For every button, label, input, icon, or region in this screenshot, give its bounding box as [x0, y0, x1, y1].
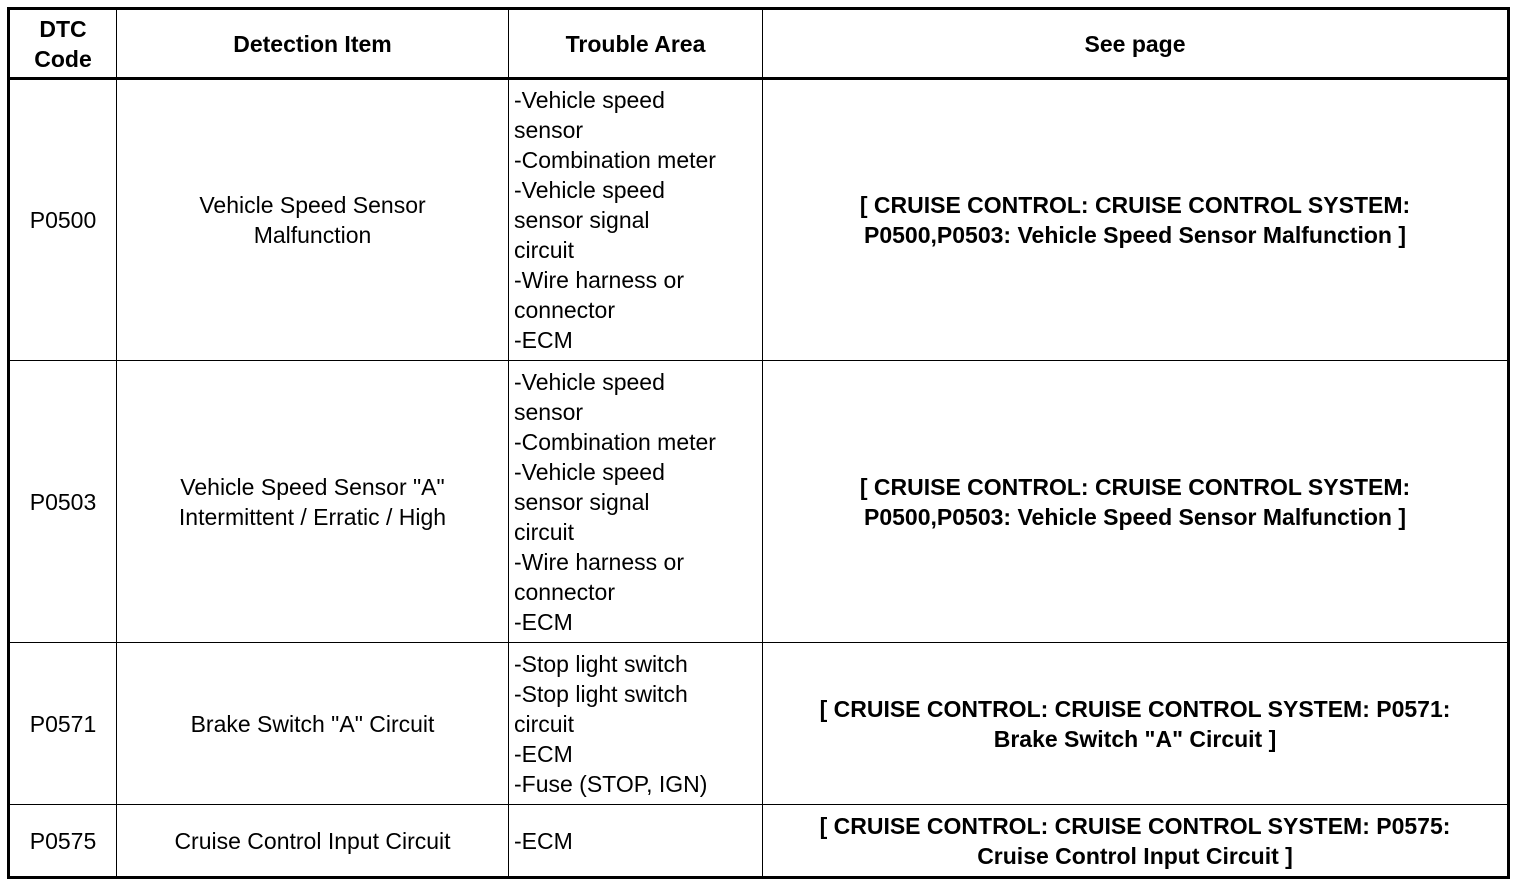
detection-item-cell — [117, 79, 509, 361]
trouble-area-cell — [509, 805, 763, 878]
see-page-link-line[interactable]: [ CRUISE CONTROL: CRUISE CONTROL SYSTEM: P0571: — [819, 695, 1451, 722]
detection-item-cell — [117, 361, 509, 643]
table-row — [9, 361, 1509, 643]
table-header — [9, 9, 1509, 79]
trouble-area-line: -Vehicle speed — [514, 458, 665, 485]
detection-item-line: Vehicle Speed Sensor "A" — [180, 473, 445, 500]
trouble-area-line: -ECM — [514, 740, 573, 767]
trouble-area-line: -ECM — [514, 608, 573, 635]
trouble-area-line: sensor — [514, 398, 584, 425]
trouble-area-line: connector — [514, 578, 616, 605]
trouble-area-line: -Combination meter — [514, 147, 716, 173]
trouble-area-cell — [509, 79, 763, 361]
trouble-area-line: circuit — [514, 518, 575, 545]
trouble-area-cell — [509, 361, 763, 643]
detection-item-line: Malfunction — [253, 222, 372, 248]
detection-item-line: Brake Switch "A" Circuit — [190, 710, 435, 737]
see-page-cell — [763, 79, 1509, 361]
trouble-area-line: sensor — [514, 117, 584, 143]
header-detection-item: Detection Item — [117, 9, 509, 79]
table-body — [9, 79, 1509, 878]
see-page-link-line[interactable]: Cruise Control Input Circuit ] — [977, 842, 1293, 869]
trouble-area-line: -Vehicle speed — [514, 177, 665, 203]
trouble-area-line: -Wire harness or — [514, 267, 684, 293]
table-row — [9, 805, 1509, 878]
header-dtc-code — [9, 9, 117, 79]
table-row — [9, 643, 1509, 805]
detection-item-cell — [117, 805, 509, 878]
see-page-cell — [763, 643, 1509, 805]
see-page-link-line[interactable]: [ CRUISE CONTROL: CRUISE CONTROL SYSTEM: — [859, 473, 1411, 500]
trouble-area-cell — [509, 643, 763, 805]
detection-item-cell — [117, 643, 509, 805]
dtc-table — [7, 7, 1510, 879]
see-page-link-line[interactable]: [ CRUISE CONTROL: CRUISE CONTROL SYSTEM: — [859, 192, 1411, 218]
see-page-cell — [763, 361, 1509, 643]
trouble-area-line: -Stop light switch — [514, 650, 688, 677]
trouble-area-line: -Vehicle speed — [514, 87, 665, 113]
see-page-link-line[interactable]: [ CRUISE CONTROL: CRUISE CONTROL SYSTEM: P0575: — [819, 812, 1451, 839]
dtc-code-cell: P0575 — [9, 805, 117, 878]
detection-item-line: Intermittent / Erratic / High — [178, 503, 447, 530]
trouble-area-line: -Wire harness or — [514, 548, 684, 575]
dtc-code-cell: P0500 — [9, 79, 117, 361]
trouble-area-line: circuit — [514, 710, 575, 737]
see-page-link-line[interactable]: P0500,P0503: Vehicle Speed Sensor Malfunction ] — [864, 503, 1406, 530]
header-dtc-code-line1: DTC — [39, 15, 87, 42]
trouble-area-line: -Stop light switch — [514, 680, 688, 707]
header-trouble-area: Trouble Area — [509, 9, 763, 79]
see-page-link-line[interactable]: P0500,P0503: Vehicle Speed Sensor Malfunction ] — [864, 222, 1406, 248]
header-see-page: See page — [763, 9, 1509, 79]
detection-item-line: Vehicle Speed Sensor — [199, 192, 426, 218]
trouble-area-line: sensor signal — [514, 207, 650, 233]
trouble-area-line: sensor signal — [514, 488, 650, 515]
see-page-link-line[interactable]: Brake Switch "A" Circuit ] — [993, 725, 1277, 752]
trouble-area-line: connector — [514, 297, 616, 323]
table-row — [9, 79, 1509, 361]
see-page-cell — [763, 805, 1509, 878]
trouble-area-line: -Fuse (STOP, IGN) — [514, 770, 708, 797]
trouble-area-line: -Combination meter — [514, 428, 716, 455]
detection-item-line: Cruise Control Input Circuit — [174, 827, 451, 854]
header-dtc-code-line2: Code — [34, 45, 92, 72]
dtc-code-cell: P0503 — [9, 361, 117, 643]
dtc-code-cell: P0571 — [9, 643, 117, 805]
header-row — [9, 9, 1509, 79]
trouble-area-line: -ECM — [514, 327, 573, 353]
trouble-area-line: -Vehicle speed — [514, 368, 665, 395]
trouble-area-line: circuit — [514, 237, 575, 263]
trouble-area-line: -ECM — [514, 827, 573, 854]
